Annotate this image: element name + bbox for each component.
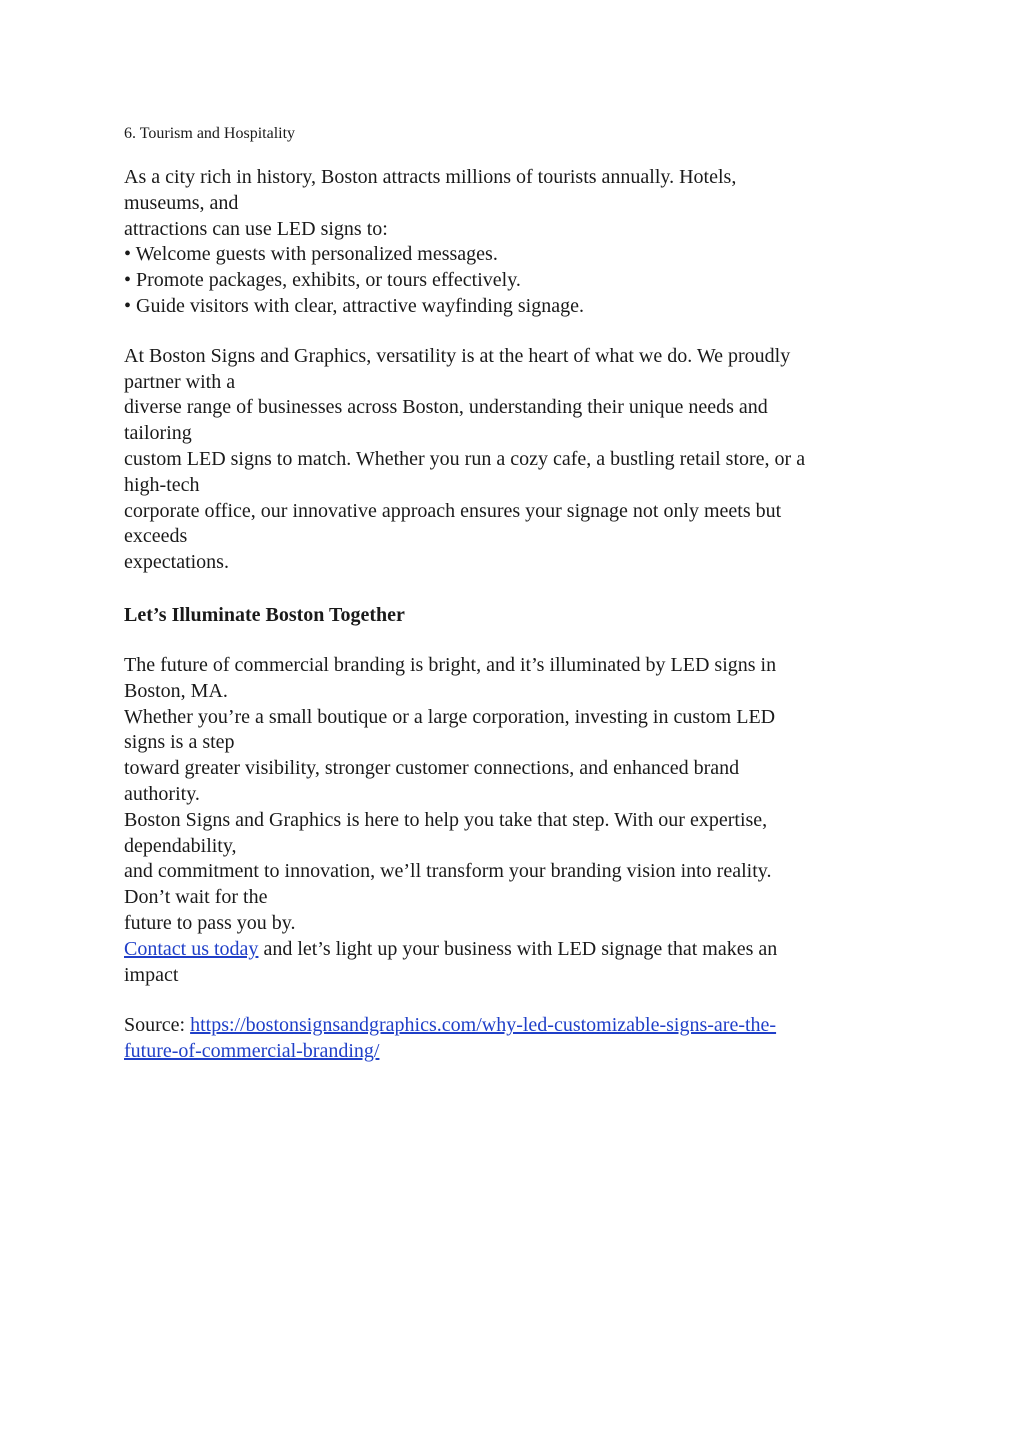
text-line: impact	[124, 963, 179, 986]
source-url-link-continued[interactable]: future-of-commercial-branding/	[124, 1040, 380, 1063]
text-line: At Boston Signs and Graphics, versatility is at the heart of what we do. We proudly	[124, 344, 791, 367]
contact-line-text: and let’s light up your business with LED signage that makes an	[258, 937, 778, 960]
source-paragraph	[124, 1013, 899, 1065]
text-line: Boston, MA.	[124, 679, 228, 702]
text-line: attractions can use LED signs to:	[124, 217, 388, 240]
text-line: Whether you’re a small boutique or a large corporation, investing in custom LED	[124, 705, 776, 728]
text-line: The future of commercial branding is bright, and it’s illuminated by LED signs in	[124, 653, 777, 676]
section-label: 6. Tourism and Hospitality	[124, 125, 296, 142]
text-line: dependability,	[124, 834, 237, 857]
tourism-paragraph	[124, 165, 899, 320]
text-line: Don’t wait for the	[124, 886, 268, 909]
contact-line	[124, 937, 899, 963]
text-line: expectations.	[124, 551, 229, 574]
text-line: partner with a	[124, 370, 236, 393]
text-line: diverse range of businesses across Boston, understanding their unique needs and	[124, 396, 768, 419]
bullet-item: • Welcome guests with personalized messages.	[124, 243, 498, 266]
contact-us-link[interactable]: Contact us today	[124, 937, 259, 960]
versatility-paragraph	[124, 344, 899, 576]
section-heading: Let’s Illuminate Boston Together	[124, 603, 405, 626]
text-line: corporate office, our innovative approach ensures your signage not only meets but	[124, 499, 782, 522]
bullet-item: • Guide visitors with clear, attractive wayfinding signage.	[124, 294, 584, 317]
future-paragraph	[124, 653, 899, 988]
source-line	[124, 1039, 899, 1065]
text-line: exceeds	[124, 525, 188, 548]
text-line: future to pass you by.	[124, 911, 296, 934]
text-line: toward greater visibility, stronger customer connections, and enhanced brand	[124, 757, 740, 780]
text-line: authority.	[124, 782, 200, 805]
bullet-item: • Promote packages, exhibits, or tours effectively.	[124, 269, 521, 292]
text-line: tailoring	[124, 422, 192, 445]
text-line: signs is a step	[124, 731, 235, 754]
text-line: and commitment to innovation, we’ll transform your branding vision into reality.	[124, 860, 772, 883]
text-line: As a city rich in history, Boston attracts millions of tourists annually. Hotels,	[124, 166, 737, 188]
source-line	[124, 1013, 899, 1039]
text-line: museums, and	[124, 191, 239, 214]
text-line: custom LED signs to match. Whether you run a cozy cafe, a bustling retail store, or a	[124, 447, 806, 470]
text-line: Boston Signs and Graphics is here to help you take that step. With our expertise,	[124, 808, 768, 831]
source-url-link[interactable]: https://bostonsignsandgraphics.com/why-led-customizable-signs-are-the-	[190, 1014, 777, 1037]
source-label: Source:	[124, 1014, 191, 1037]
document-page	[124, 118, 899, 1065]
text-line: high-tech	[124, 473, 200, 496]
